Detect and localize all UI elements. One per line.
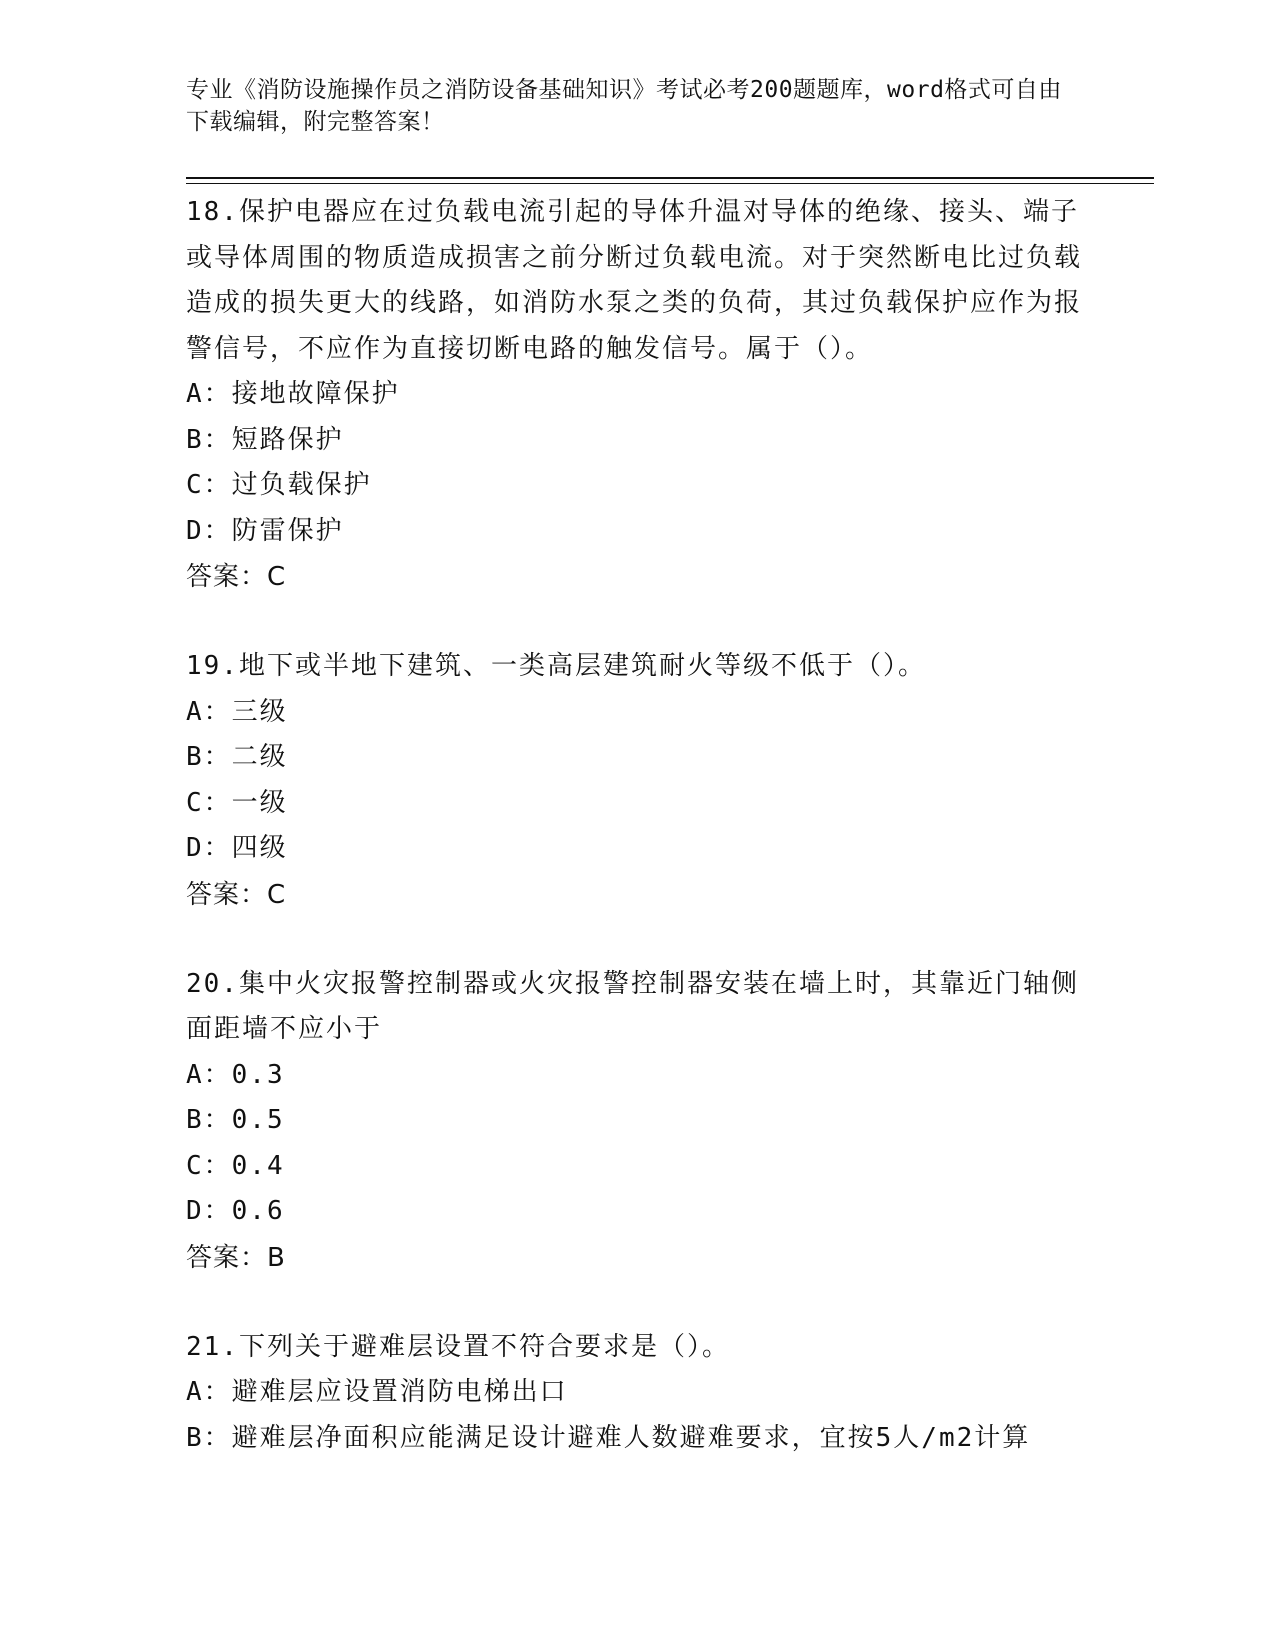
spacer xyxy=(186,918,1086,962)
option-a: A：接地故障保护 xyxy=(186,379,400,409)
spacer xyxy=(186,600,1086,644)
header-divider-thick xyxy=(186,177,1154,179)
spacer xyxy=(186,1281,1086,1325)
question-text: 20.集中火灾报警控制器或火灾报警控制器安装在墙上时，其靠近门轴侧面距墙不应小于 xyxy=(186,968,1079,1044)
option-b: B：短路保护 xyxy=(186,424,344,455)
option-c: C：0.4 xyxy=(186,1150,285,1181)
answer-line: 答案：C xyxy=(186,562,287,592)
question-block xyxy=(186,644,1086,918)
question-text: 19.地下或半地下建筑、一类高层建筑耐火等级不低于（）。 xyxy=(186,651,926,681)
question-block xyxy=(186,190,1086,600)
option-c: C：过负载保护 xyxy=(186,470,372,500)
question-block xyxy=(186,1325,1086,1462)
option-d: D：0.6 xyxy=(186,1196,285,1226)
document-header: 专业《消防设施操作员之消防设备基础知识》考试必考200题题库，word格式可自由下载编辑，附完整答案！ xyxy=(186,77,1062,135)
question-list xyxy=(186,190,1086,1461)
question-block xyxy=(186,962,1086,1281)
option-b: B：0.5 xyxy=(186,1105,285,1135)
question-text: 21.下列关于避难层设置不符合要求是（）。 xyxy=(186,1331,730,1362)
option-c: C：一级 xyxy=(186,787,288,818)
question-text: 18.保护电器应在过负载电流引起的导体升温对导体的绝缘、接头、端子或导体周围的物质造成损害之前分断过负载电流。对于突然断电比过负载造成的损失更大的线路，如消防水泵之类的负荷，其过负载保护应作为报警信号，不应作为直接切断电路的触发信号。属于（）。 xyxy=(186,197,1083,364)
option-d: D：防雷保护 xyxy=(186,515,344,546)
option-b: B：二级 xyxy=(186,742,288,772)
option-a: A：避难层应设置消防电梯出口 xyxy=(186,1377,568,1407)
option-d: D：四级 xyxy=(186,833,288,863)
answer-line: 答案：B xyxy=(186,1242,286,1273)
option-b: B：避难层净面积应能满足设计避难人数避难要求，宜按5人/m2计算 xyxy=(186,1422,1031,1453)
answer-line: 答案：C xyxy=(186,879,287,910)
option-a: A：三级 xyxy=(186,696,288,727)
header-divider-thin xyxy=(186,183,1154,184)
option-a: A：0.3 xyxy=(186,1059,285,1090)
